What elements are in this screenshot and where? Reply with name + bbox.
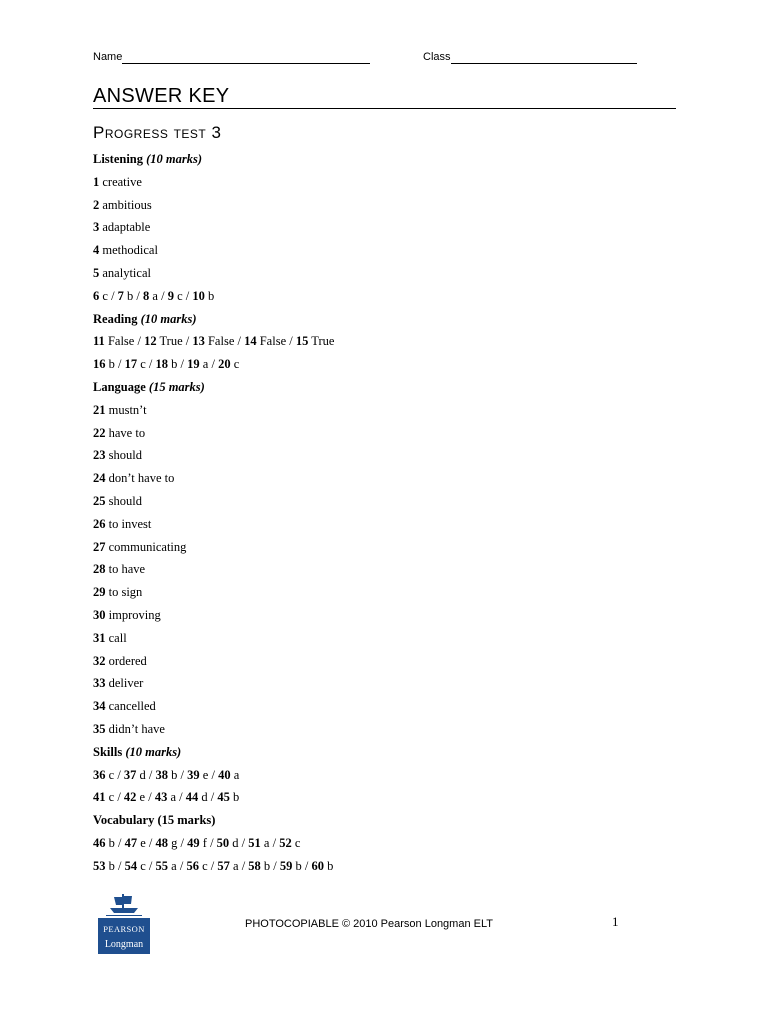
answer-row xyxy=(93,718,693,741)
answer-text: True xyxy=(308,334,335,349)
answer-separator: / xyxy=(114,767,124,782)
class-label: Class xyxy=(423,51,451,63)
question-number: 9 xyxy=(167,288,174,303)
test-heading: Progress test 3 xyxy=(93,123,222,142)
section-title: Reading xyxy=(93,311,138,326)
question-number: 10 xyxy=(192,288,205,303)
answer-text: c xyxy=(198,858,208,873)
answer-row xyxy=(93,650,693,673)
answer-text: d xyxy=(136,767,146,782)
answer-separator: / xyxy=(145,835,156,850)
question-number: 5 xyxy=(93,265,100,280)
answer-row xyxy=(93,262,693,285)
question-number: 21 xyxy=(93,402,106,417)
answer-row xyxy=(93,536,693,559)
answer-text: c xyxy=(99,288,108,303)
answer-separator: / xyxy=(114,835,125,850)
section-heading-language xyxy=(93,376,693,399)
answer-text: e xyxy=(199,767,209,782)
answer-separator: / xyxy=(177,835,188,850)
question-number: 50 xyxy=(216,835,230,850)
logo-pearson-text: PEARSON xyxy=(103,924,145,934)
question-number: 19 xyxy=(187,357,200,372)
answer-separator: / xyxy=(206,835,217,850)
answer-text: b xyxy=(168,357,178,372)
question-number: 38 xyxy=(155,767,169,782)
answer-text: don’t have to xyxy=(105,471,175,486)
answer-text: d xyxy=(198,790,208,805)
answer-text: have to xyxy=(105,425,146,440)
question-number: 4 xyxy=(93,243,100,258)
answer-text: b xyxy=(229,790,240,805)
question-number: 27 xyxy=(93,539,106,554)
answer-row xyxy=(93,695,693,718)
answer-separator: / xyxy=(157,288,168,303)
answer-separator: / xyxy=(286,334,296,349)
question-number: 24 xyxy=(93,471,106,486)
question-number: 32 xyxy=(93,653,106,668)
answer-separator: / xyxy=(238,858,249,873)
question-number: 34 xyxy=(93,699,106,714)
answer-separator: / xyxy=(207,790,218,805)
answer-text: ordered xyxy=(105,653,147,668)
question-number: 46 xyxy=(93,835,106,850)
answer-row xyxy=(93,581,693,604)
answer-text: to have xyxy=(105,562,146,577)
name-blank-line xyxy=(122,52,370,64)
answer-text: c xyxy=(137,858,146,873)
answer-separator: / xyxy=(208,357,219,372)
question-number: 39 xyxy=(187,767,200,782)
answer-separator: / xyxy=(270,858,280,873)
question-number: 7 xyxy=(117,288,124,303)
logo-longman-text: Longman xyxy=(104,939,144,950)
student-info-header xyxy=(93,50,693,66)
ship-icon xyxy=(96,892,152,954)
answer-separator: / xyxy=(107,288,118,303)
question-number: 16 xyxy=(93,357,106,372)
answer-text: b xyxy=(292,858,302,873)
question-number: 20 xyxy=(218,357,231,372)
answer-text: b xyxy=(204,288,215,303)
section-title: Listening xyxy=(93,152,144,166)
section-heading-listening xyxy=(93,148,693,171)
question-number: 15 xyxy=(295,334,309,349)
answer-separator: / xyxy=(114,357,125,372)
answer-row xyxy=(93,558,693,581)
question-number: 59 xyxy=(279,858,293,873)
question-number: 40 xyxy=(218,767,231,782)
page-title: ANSWER KEY xyxy=(93,84,676,109)
answer-separator: / xyxy=(114,858,125,873)
answer-separator: / xyxy=(145,790,155,805)
class-field xyxy=(423,50,637,64)
question-number: 6 xyxy=(93,288,100,303)
answer-text: a xyxy=(149,288,158,303)
question-number: 2 xyxy=(93,197,100,212)
section-title: Language xyxy=(93,379,146,394)
section-marks: (10 marks) xyxy=(140,311,197,326)
answer-row xyxy=(93,627,693,650)
answer-separator: / xyxy=(208,767,219,782)
skills-answer-line xyxy=(93,786,693,809)
answer-text: f xyxy=(199,835,207,850)
answer-text: b xyxy=(168,767,178,782)
answer-text: a xyxy=(260,835,270,850)
answer-separator: / xyxy=(145,357,156,372)
answer-row xyxy=(93,194,693,217)
pearson-longman-logo xyxy=(96,892,152,954)
answer-row xyxy=(93,216,693,239)
answer-text: b xyxy=(105,858,115,873)
question-number: 13 xyxy=(192,334,205,349)
answer-row xyxy=(93,467,693,490)
answer-text: True xyxy=(156,334,183,349)
question-number: 11 xyxy=(93,334,105,349)
question-number: 33 xyxy=(93,676,106,691)
question-number: 45 xyxy=(217,790,230,805)
answer-row xyxy=(93,444,693,467)
answer-text: e xyxy=(136,790,146,805)
answer-separator: / xyxy=(182,288,193,303)
answer-row xyxy=(93,513,693,536)
answer-content xyxy=(93,148,693,878)
question-number: 55 xyxy=(155,858,169,873)
answer-text: analytical xyxy=(99,265,151,280)
answer-separator: / xyxy=(145,767,156,782)
answer-text: creative xyxy=(99,174,142,189)
question-number: 26 xyxy=(93,516,106,531)
answer-text: False xyxy=(256,334,287,349)
answer-text: b xyxy=(260,858,271,873)
question-number: 58 xyxy=(248,858,261,873)
answer-text: communicating xyxy=(105,539,187,554)
question-number: 60 xyxy=(311,858,325,873)
answer-text: improving xyxy=(105,607,161,622)
answer-separator: / xyxy=(134,334,145,349)
answer-text: to sign xyxy=(105,585,143,600)
answer-row xyxy=(93,672,693,695)
answer-separator: / xyxy=(269,835,280,850)
answer-text: c xyxy=(105,767,115,782)
answer-separator: / xyxy=(145,858,156,873)
section-heading-vocabulary xyxy=(93,809,693,832)
answer-separator: / xyxy=(133,288,144,303)
question-number: 36 xyxy=(93,767,106,782)
answer-text: c xyxy=(173,288,183,303)
answer-text: mustn’t xyxy=(105,402,147,417)
class-blank-line xyxy=(451,52,637,64)
answer-row xyxy=(93,399,693,422)
answer-text: b xyxy=(324,858,334,873)
page-number: 1 xyxy=(612,914,619,929)
answer-separator: / xyxy=(234,334,245,349)
question-number: 53 xyxy=(93,858,106,873)
question-number: 57 xyxy=(217,858,230,873)
answer-separator: / xyxy=(176,790,186,805)
reading-answer-line xyxy=(93,353,693,376)
answer-row xyxy=(93,422,693,445)
answer-text: d xyxy=(229,835,239,850)
question-number: 48 xyxy=(155,835,169,850)
question-number: 25 xyxy=(93,493,106,508)
answer-separator: / xyxy=(238,835,249,850)
question-number: 30 xyxy=(93,607,106,622)
name-label: Name xyxy=(93,51,123,63)
section-marks: (10 marks) xyxy=(125,744,182,759)
answer-separator: / xyxy=(207,858,218,873)
section-marks: (15 marks) xyxy=(148,379,205,394)
question-number: 17 xyxy=(124,357,138,372)
copyright-notice: PHOTOCOPIABLE © 2010 Pearson Longman ELT xyxy=(245,918,493,930)
question-number: 28 xyxy=(93,562,106,577)
section-heading-reading xyxy=(93,308,693,331)
answer-text: c xyxy=(105,790,115,805)
section-title: Vocabulary (15 marks) xyxy=(93,813,216,828)
answer-text: a xyxy=(230,767,240,782)
name-field xyxy=(93,50,370,64)
skills-answer-line xyxy=(93,764,693,787)
answer-text: c xyxy=(230,357,240,372)
answer-separator: / xyxy=(114,790,124,805)
answer-text: cancelled xyxy=(105,699,156,714)
question-number: 42 xyxy=(123,790,137,805)
vocabulary-answer-line xyxy=(93,855,693,878)
answer-text: c xyxy=(291,835,301,850)
question-number: 56 xyxy=(186,858,199,873)
question-number: 54 xyxy=(124,858,138,873)
answer-separator: / xyxy=(182,334,193,349)
question-number: 8 xyxy=(143,288,150,303)
question-number: 23 xyxy=(93,448,106,463)
question-number: 47 xyxy=(124,835,138,850)
answer-text: e xyxy=(137,835,146,850)
answer-text: c xyxy=(137,357,146,372)
listening-answers xyxy=(93,171,693,285)
question-number: 22 xyxy=(93,425,106,440)
question-number: 43 xyxy=(154,790,168,805)
answer-text: should xyxy=(105,493,142,508)
answer-text: g xyxy=(168,835,178,850)
question-number: 3 xyxy=(93,220,100,235)
section-title: Skills xyxy=(93,744,123,759)
question-number: 35 xyxy=(93,721,106,736)
question-number: 29 xyxy=(93,585,106,600)
answer-text: methodical xyxy=(99,243,158,258)
answer-text: to invest xyxy=(105,516,152,531)
language-answers xyxy=(93,399,693,741)
question-number: 37 xyxy=(123,767,137,782)
answer-text: deliver xyxy=(105,676,144,691)
answer-separator: / xyxy=(176,858,187,873)
answer-row xyxy=(93,490,693,513)
answer-separator: / xyxy=(301,858,312,873)
answer-text: b xyxy=(105,357,115,372)
section-marks: (10 marks) xyxy=(146,152,203,166)
answer-row xyxy=(93,604,693,627)
answer-text: ambitious xyxy=(99,197,152,212)
question-number: 52 xyxy=(279,835,292,850)
answer-text: a xyxy=(168,858,177,873)
answer-separator: / xyxy=(177,767,188,782)
question-number: 41 xyxy=(93,790,106,805)
question-number: 12 xyxy=(144,334,157,349)
answer-text: False xyxy=(104,334,135,349)
answer-text: a xyxy=(199,357,209,372)
question-number: 18 xyxy=(155,357,169,372)
question-number: 1 xyxy=(93,174,100,189)
answer-text: b xyxy=(105,835,115,850)
answer-separator: / xyxy=(177,357,188,372)
reading-answer-line xyxy=(93,330,693,353)
question-number: 49 xyxy=(187,835,200,850)
question-number: 14 xyxy=(244,334,257,349)
listening-answer-line xyxy=(93,285,693,308)
answer-text: b xyxy=(123,288,134,303)
answer-text: didn’t have xyxy=(105,721,165,736)
answer-text: a xyxy=(229,858,239,873)
answer-row xyxy=(93,171,693,194)
answer-text: False xyxy=(204,334,235,349)
question-number: 44 xyxy=(185,790,199,805)
answer-text: adaptable xyxy=(99,220,151,235)
answer-text: should xyxy=(105,448,142,463)
question-number: 31 xyxy=(93,630,106,645)
answer-row xyxy=(93,239,693,262)
vocabulary-answer-line xyxy=(93,832,693,855)
answer-text: a xyxy=(167,790,177,805)
section-heading-skills xyxy=(93,741,693,764)
question-number: 51 xyxy=(248,835,261,850)
answer-text: call xyxy=(105,630,127,645)
